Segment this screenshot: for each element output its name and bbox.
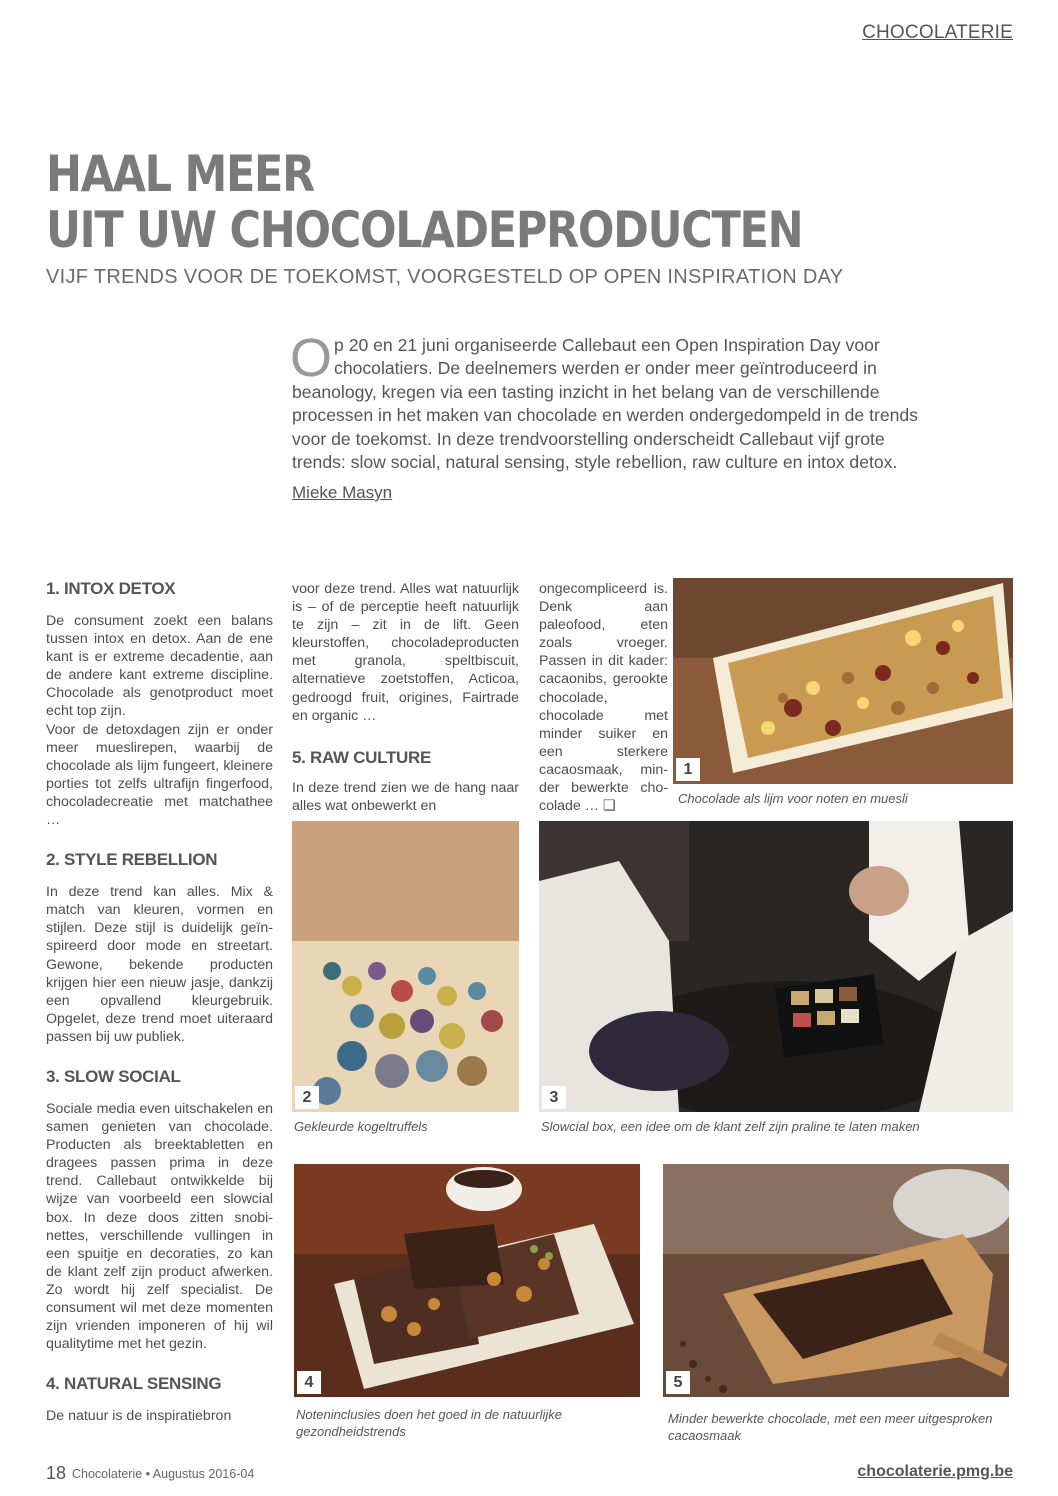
- nut-inclusions-image: [294, 1164, 640, 1397]
- photo-truffles: [292, 821, 519, 1112]
- photo-number-badge: 1: [676, 758, 700, 781]
- text-column-1: [46, 578, 273, 1425]
- section-heading-intox-detox: 1. INTOX DETOX: [46, 579, 176, 598]
- slowcial-box-image: [539, 821, 1013, 1112]
- author-byline[interactable]: Mieke Masyn: [292, 483, 393, 502]
- section-heading-style-rebellion: 2. STYLE REBELLION: [46, 850, 218, 870]
- photo-raw-chocolate: [663, 1164, 1009, 1397]
- article-subtitle: VIJF TRENDS VOOR DE TOEKOMST, VOORGESTELD OP OPEN INSPIRATION DAY: [46, 266, 844, 288]
- section-paragraph: In deze trend zien we de hang naar alles wat onbewerkt en: [292, 779, 519, 814]
- photo-caption: Slowcial box, een idee om de klant zelf zijn praline te laten maken: [541, 1119, 920, 1134]
- text-column-3: [539, 580, 668, 815]
- photo-caption: Minder bewerkte chocolade, met een meer uitgesproken cacaosmaak: [668, 1411, 993, 1443]
- end-mark-icon: ❑: [602, 798, 616, 815]
- section-paragraph: In deze trend kan alles. Mix & match van kleuren, vormen en stijlen. Deze stijl is duidelijk geïnspireerd door mode en streetart. Gewone, bekende producten krijgen hier een nieuw jasje, dankzij een opvallend kleurgebruik. Opgelet, deze trend moet uiteraard passen bij uw publiek.: [46, 884, 273, 1045]
- photo-caption: Gekleurde kogeltruffels: [294, 1119, 428, 1134]
- section-label: CHOCOLATERIE: [862, 22, 1013, 43]
- website-link[interactable]: chocolaterie.pmg.be: [857, 1463, 1013, 1480]
- section-paragraph: Voor de detoxdagen zijn er onder meer mueslirepen, waarbij de chocolade als lijm fungeert, kleinere porties tot zelfs ultrafijn fingerfood, chocoladecreatie met matchathee …: [46, 721, 273, 829]
- section-heading-slow-social: 3. SLOW SOCIAL: [46, 1066, 181, 1086]
- raw-chocolate-image: [663, 1164, 1009, 1397]
- photo-muesli-bar: [673, 578, 1013, 784]
- title-line-1: HAAL MEER: [46, 145, 314, 203]
- section-heading-natural-sensing: 4. NATURAL SENSING: [46, 1374, 222, 1394]
- intro-paragraph: [290, 328, 932, 474]
- photo-number-badge: 2: [295, 1086, 319, 1109]
- section-paragraph: Sociale media even uitschakelen en samen genieten van chocolade. Producten als breektabletten en dragees passen prima in deze trend. Callebaut ontwikkelde bij wijze van voorbeeld een slowcial box. In deze doos zitten snobinettes, verschillende vullingen in een spuitje en decoraties, zo kan de klant zelf zijn product afwerken. Zo wordt hij zelf specialist. De consument wil met deze momenten zijn vrienden imponeren of hij wil qualitytime met het gezin.: [46, 1100, 273, 1353]
- truffles-image: [292, 821, 519, 1112]
- section-paragraph: ongecompliceerd is. Denk aan paleofood, eten zoals vroeger. Passen in dit kader: cacaonibs, gerookte chocolade, chocolade met minder suiker en een sterkere cacaosmaak, minder bewerkte chocolade … ❑: [539, 581, 668, 815]
- photo-caption: Chocolade als lijm voor noten en muesli: [678, 791, 908, 806]
- photo-nut-inclusions: [294, 1164, 640, 1397]
- photo-slowcial-box: [539, 821, 1013, 1112]
- photo-number-badge: 5: [666, 1371, 690, 1394]
- muesli-image: [673, 578, 1013, 784]
- section-paragraph: De consument zoekt een balans tussen intox en detox. Aan de ene kant is er extreme decadentie, aan de andere kant extreme discipline. Chocolade als genotproduct moet echt top zijn.: [46, 613, 273, 720]
- page-number: 18: [46, 1463, 67, 1483]
- photo-number-badge: 4: [297, 1371, 321, 1394]
- magazine-issue: Chocolaterie • Augustus 2016-04: [72, 1467, 255, 1481]
- article-title: [46, 146, 802, 258]
- section-paragraph: voor deze trend. Alles wat natuurlijk is – of de perceptie heeft natuurlijk te zijn – zit in de lift. Geen kleurstoffen, chocoladeproducten met granola, speltbiscuit, alternatieve zoetstoffen, Acticoa, gedroogd fruit, origines, Fairtrade en organic …: [292, 581, 519, 724]
- intro-text: p 20 en 21 juni organiseerde Callebaut een Open Inspiration Day voor chocolatiers. De deelnemers werden er onder meer geïntroduceerd in beanology, kregen via een tasting inzicht in het belang van de verschillende processen in het maken van chocolade en werden ondergedompeld in de trends voor de toekomst. In deze trendvoorstelling onderscheidt Callebaut vijf grote trends: slow social, natural sensing, style rebellion, raw culture en intox detox.: [292, 335, 918, 473]
- text-column-2: [292, 580, 519, 815]
- title-line-2: UIT UW CHOCOLADEPRODUCTEN: [46, 201, 803, 259]
- photo-number-badge: 3: [542, 1086, 566, 1109]
- drop-cap: O: [290, 328, 333, 388]
- photo-caption: Noteninclusies doen het goed in de natuurlijke gezondheidstrends: [296, 1407, 562, 1439]
- section-heading-raw-culture: 5. RAW CULTURE: [292, 747, 432, 767]
- section-paragraph: De natuur is de inspiratiebron: [46, 1408, 232, 1425]
